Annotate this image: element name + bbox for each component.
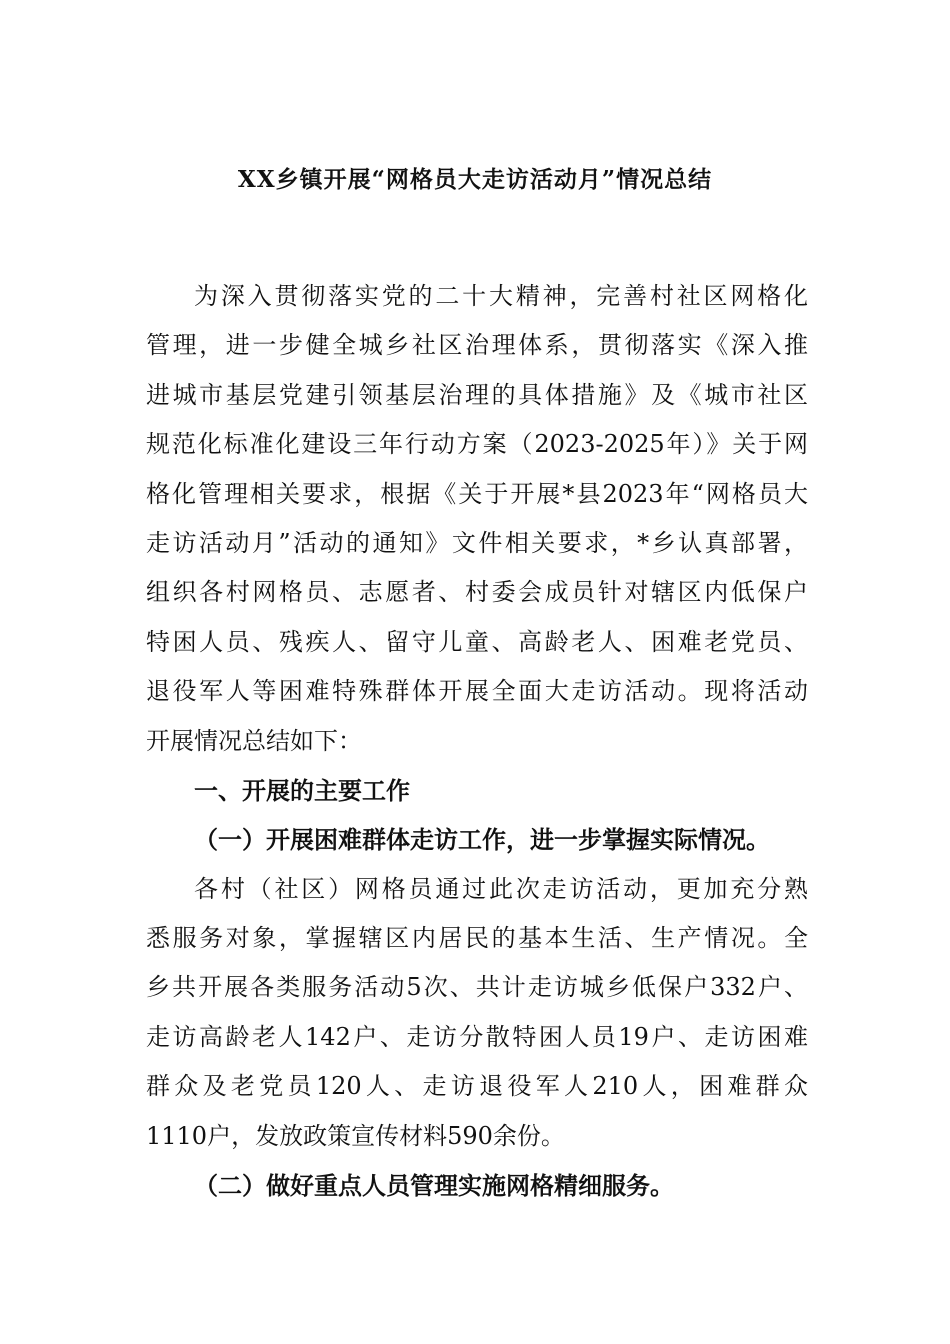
paragraph-line: 走访高龄老人142户、走访分散特困人员19户、走访困难 <box>146 1022 808 1051</box>
paragraph-line: 管理，进一步健全城乡社区治理体系，贯彻落实《深入推 <box>146 331 808 360</box>
section-heading: 一、开展的主要工作 <box>194 775 410 805</box>
paragraph-line: 开展情况总结如下： <box>146 726 362 755</box>
document-title: XX乡镇开展“网格员大走访活动月”情况总结 <box>237 166 713 193</box>
paragraph-line: 各村（社区）网格员通过此次走访活动，更加充分熟 <box>194 874 808 903</box>
subsection-heading: （二）做好重点人员管理实施网格精细服务。 <box>194 1171 674 1201</box>
document-body <box>146 272 808 1210</box>
paragraph-line: 群众及老党员120人、走访退役军人210人，困难群众 <box>146 1072 808 1101</box>
paragraph-line: 1110户，发放政策宣传材料590余份。 <box>146 1121 565 1150</box>
paragraph-line: 走访活动月”活动的通知》文件相关要求，*乡认真部署， <box>146 528 808 557</box>
paragraph-line: 规范化标准化建设三年行动方案（2023-2025年）》关于网 <box>146 430 808 459</box>
paragraph-line: 为深入贯彻落实党的二十大精神，完善村社区网格化 <box>194 282 808 310</box>
paragraph-line: 进城市基层党建引领基层治理的具体措施》及《城市社区 <box>146 380 808 409</box>
paragraph-line: 特困人员、残疾人、留守儿童、高龄老人、困难老党员、 <box>146 627 808 656</box>
paragraph-line: 退役军人等困难特殊群体开展全面大走访活动。现将活动 <box>146 677 808 706</box>
subsection-heading: （一）开展困难群体走访工作，进一步掌握实际情况。 <box>194 825 770 855</box>
paragraph-line: 乡共开展各类服务活动5次、共计走访城乡低保户332户、 <box>146 973 808 1002</box>
paragraph-line: 悉服务对象，掌握辖区内居民的基本生活、生产情况。全 <box>146 924 808 953</box>
paragraph-line: 格化管理相关要求，根据《关于开展*县2023年“网格员大 <box>146 479 808 508</box>
paragraph-line: 组织各村网格员、志愿者、村委会成员针对辖区内低保户 <box>146 578 808 607</box>
